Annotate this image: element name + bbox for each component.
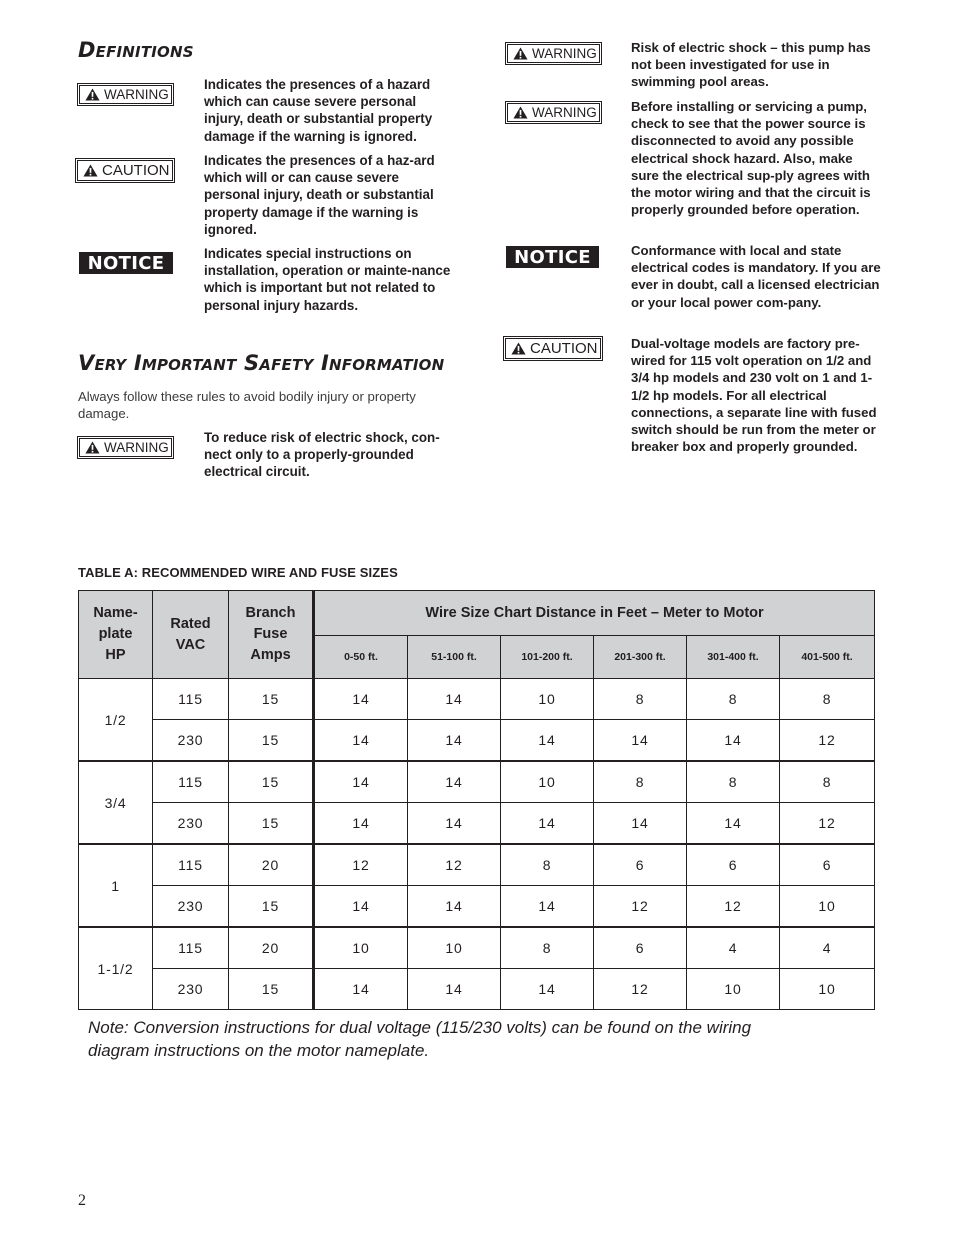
cell-wire-size: 14 bbox=[687, 720, 780, 762]
caution-label-text: CAUTION bbox=[102, 162, 170, 179]
header-hp bbox=[79, 591, 153, 679]
codes-notice: Conformance with local and state electrical codes is mandatory. If you are ever in doubt, call a licensed electrician or your local power com-pany. bbox=[631, 243, 881, 310]
safety-intro: Always follow these rules to avoid bodily injury or property damage. bbox=[78, 389, 416, 421]
warning-label-text: WARNING bbox=[104, 87, 169, 102]
cell-hp: 1 bbox=[79, 844, 153, 927]
cell-wire-size: 14 bbox=[594, 803, 687, 845]
cell-fuse-amps: 20 bbox=[229, 844, 314, 886]
caution-label-text: CAUTION bbox=[530, 340, 598, 357]
cell-wire-size: 8 bbox=[594, 679, 687, 720]
definitions-title: Definitions bbox=[78, 38, 194, 62]
cell-hp: 1/2 bbox=[79, 679, 153, 762]
header-fuse bbox=[229, 591, 314, 679]
cell-wire-size: 14 bbox=[314, 761, 408, 803]
cell-wire-size: 8 bbox=[501, 927, 594, 969]
cell-wire-size: 8 bbox=[501, 844, 594, 886]
caution-definition: Indicates the presences of a haz-ard which will or can cause severe personal injury, death or substantial property damage if the warning is ignored. bbox=[204, 153, 435, 237]
warning-label-text: WARNING bbox=[532, 46, 597, 61]
table-row bbox=[79, 844, 875, 886]
notice-label: NOTICE bbox=[506, 246, 599, 268]
warning-label bbox=[79, 85, 172, 104]
header-fuse-line: Amps bbox=[250, 647, 291, 663]
header-hp-line: plate bbox=[98, 626, 133, 642]
cell-wire-size: 14 bbox=[408, 720, 501, 762]
cell-wire-size: 14 bbox=[408, 803, 501, 845]
cell-wire-size: 14 bbox=[408, 761, 501, 803]
cell-wire-size: 10 bbox=[501, 761, 594, 803]
cell-wire-size: 14 bbox=[314, 969, 408, 1010]
cell-vac: 230 bbox=[153, 720, 229, 762]
table-row bbox=[79, 679, 875, 720]
header-distance: 201-300 ft. bbox=[594, 636, 687, 679]
cell-fuse-amps: 15 bbox=[229, 886, 314, 928]
notice-definition: Indicates special instructions on installation, operation or mainte-nance which is important but not related to personal injury hazards. bbox=[204, 246, 451, 313]
cell-fuse-amps: 15 bbox=[229, 969, 314, 1010]
cell-wire-size: 6 bbox=[780, 844, 875, 886]
warning-label bbox=[507, 44, 600, 63]
cell-wire-size: 8 bbox=[594, 761, 687, 803]
warning-triangle-icon bbox=[513, 47, 528, 60]
cell-wire-size: 12 bbox=[780, 720, 875, 762]
cell-wire-size: 10 bbox=[314, 927, 408, 969]
header-distance: 51-100 ft. bbox=[408, 636, 501, 679]
safety-title: Very Important Safety Information bbox=[78, 351, 445, 375]
cell-wire-size: 12 bbox=[687, 886, 780, 928]
header-hp-line: HP bbox=[105, 647, 126, 663]
cell-wire-size: 14 bbox=[314, 679, 408, 720]
table-row bbox=[79, 886, 875, 928]
dual-voltage-caution: Dual-voltage models are factory pre-wired for 115 volt operation on 1/2 and 3/4 hp models and 230 volt on 1 and 1-1/2 hp models. For all electrical connections, a separate line with fused switch should be run from the meter or breaker box and properly grounded. bbox=[631, 336, 877, 455]
cell-wire-size: 10 bbox=[501, 679, 594, 720]
cell-wire-size: 10 bbox=[687, 969, 780, 1010]
cell-wire-size: 14 bbox=[594, 720, 687, 762]
warning-label-text: WARNING bbox=[532, 105, 597, 120]
cell-vac: 115 bbox=[153, 679, 229, 720]
warning-triangle-icon bbox=[83, 164, 98, 177]
cell-wire-size: 8 bbox=[780, 679, 875, 720]
header-distance: 0-50 ft. bbox=[314, 636, 408, 679]
cell-wire-size: 12 bbox=[780, 803, 875, 845]
warning-label bbox=[507, 103, 600, 122]
pool-warning: Risk of electric shock – this pump has not been investigated for use in swimming pool areas. bbox=[631, 40, 871, 90]
cell-wire-size: 6 bbox=[687, 844, 780, 886]
header-vac-line: Rated bbox=[170, 615, 211, 632]
grounding-warning: To reduce risk of electric shock, con-nect only to a properly-grounded electrical circuit. bbox=[204, 430, 440, 480]
cell-wire-size: 14 bbox=[408, 679, 501, 720]
cell-wire-size: 12 bbox=[594, 886, 687, 928]
cell-fuse-amps: 15 bbox=[229, 679, 314, 720]
table-row bbox=[79, 803, 875, 845]
cell-wire-size: 14 bbox=[501, 803, 594, 845]
cell-wire-size: 12 bbox=[314, 844, 408, 886]
header-distance: 401-500 ft. bbox=[780, 636, 875, 679]
warning-triangle-icon bbox=[85, 88, 100, 101]
cell-vac: 115 bbox=[153, 844, 229, 886]
cell-wire-size: 14 bbox=[501, 720, 594, 762]
wire-fuse-table bbox=[78, 590, 875, 1010]
warning-label bbox=[79, 438, 172, 457]
cell-wire-size: 6 bbox=[594, 844, 687, 886]
conversion-note: Note: Conversion instructions for dual voltage (115/230 volts) can be found on the wiring diagram instructions on the motor nameplate. bbox=[88, 1018, 752, 1060]
header-distance: 301-400 ft. bbox=[687, 636, 780, 679]
cell-wire-size: 14 bbox=[314, 886, 408, 928]
warning-definition: Indicates the presences of a hazard which can cause severe personal injury, death or substantial property damage if the warning is ignored. bbox=[204, 77, 433, 144]
cell-fuse-amps: 15 bbox=[229, 803, 314, 845]
cell-wire-size: 8 bbox=[780, 761, 875, 803]
cell-wire-size: 14 bbox=[408, 886, 501, 928]
table-caption: TABLE A: RECOMMENDED WIRE AND FUSE SIZES bbox=[78, 565, 398, 580]
cell-hp: 3/4 bbox=[79, 761, 153, 844]
cell-wire-size: 12 bbox=[594, 969, 687, 1010]
cell-wire-size: 14 bbox=[501, 969, 594, 1010]
warning-label-text: WARNING bbox=[104, 440, 169, 455]
cell-fuse-amps: 15 bbox=[229, 720, 314, 762]
cell-hp: 1-1/2 bbox=[79, 927, 153, 1010]
cell-vac: 115 bbox=[153, 927, 229, 969]
header-distance-band: Wire Size Chart Distance in Feet – Meter to Motor bbox=[314, 591, 875, 636]
header-vac-line: VAC bbox=[175, 636, 206, 653]
cell-wire-size: 10 bbox=[780, 886, 875, 928]
table-row bbox=[79, 761, 875, 803]
servicing-warning: Before installing or servicing a pump, check to see that the power source is disconnected to avoid any possible electrical shock hazard. Also, make sure the electrical sup-ply agrees with the motor wiring and that the circuit is properly grounded before operation. bbox=[631, 99, 871, 218]
table-row bbox=[79, 927, 875, 969]
cell-wire-size: 8 bbox=[687, 679, 780, 720]
page-number: 2 bbox=[78, 1192, 86, 1209]
warning-triangle-icon bbox=[513, 106, 528, 119]
table-row bbox=[79, 720, 875, 762]
cell-wire-size: 14 bbox=[687, 803, 780, 845]
cell-wire-size: 4 bbox=[780, 927, 875, 969]
cell-wire-size: 14 bbox=[408, 969, 501, 1010]
cell-fuse-amps: 20 bbox=[229, 927, 314, 969]
notice-label: NOTICE bbox=[79, 252, 173, 274]
cell-vac: 230 bbox=[153, 803, 229, 845]
cell-wire-size: 14 bbox=[314, 720, 408, 762]
cell-wire-size: 6 bbox=[594, 927, 687, 969]
header-vac bbox=[153, 591, 229, 679]
warning-triangle-icon bbox=[511, 342, 526, 355]
cell-vac: 230 bbox=[153, 969, 229, 1010]
cell-vac: 115 bbox=[153, 761, 229, 803]
table-row bbox=[79, 969, 875, 1010]
cell-wire-size: 10 bbox=[780, 969, 875, 1010]
warning-triangle-icon bbox=[85, 441, 100, 454]
cell-vac: 230 bbox=[153, 886, 229, 928]
header-fuse-line: Fuse bbox=[253, 626, 288, 642]
table-body bbox=[79, 679, 875, 1010]
caution-label bbox=[505, 338, 601, 359]
cell-wire-size: 12 bbox=[408, 844, 501, 886]
caution-label bbox=[77, 160, 173, 181]
cell-wire-size: 4 bbox=[687, 927, 780, 969]
cell-wire-size: 8 bbox=[687, 761, 780, 803]
header-fuse-line: Branch bbox=[245, 605, 296, 621]
header-hp-line: Name- bbox=[93, 605, 138, 621]
cell-wire-size: 14 bbox=[501, 886, 594, 928]
cell-wire-size: 10 bbox=[408, 927, 501, 969]
cell-wire-size: 14 bbox=[314, 803, 408, 845]
header-distance: 101-200 ft. bbox=[501, 636, 594, 679]
cell-fuse-amps: 15 bbox=[229, 761, 314, 803]
